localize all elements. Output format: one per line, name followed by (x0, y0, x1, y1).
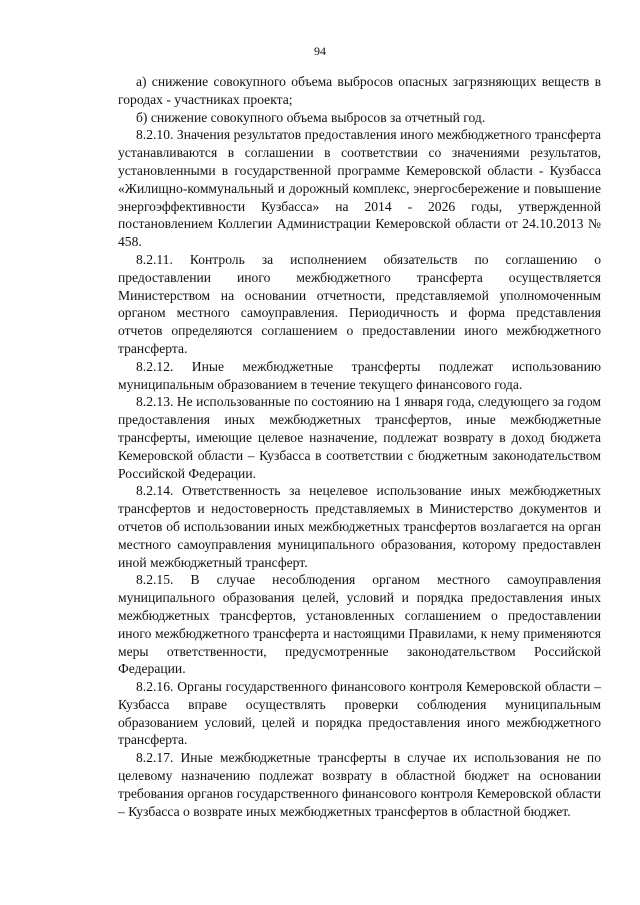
clause-8-2-13: 8.2.13. Не использованные по состоянию на 1 января года, следующего за годом предоставления иных межбюджетных трансфертов, иные межбюджетные трансферты, имеющие целевое назначение, подлежат возврату в доход бюджета Кемеровской области – Кузбасса в соответствии с бюджетным законодательством Российской Федерации. (118, 394, 601, 481)
paragraph-a: а) снижение совокупного объема выбросов опасных загрязняющих веществ в городах - участниках проекта; (118, 74, 601, 107)
clause-8-2-17: 8.2.17. Иные межбюджетные трансферты в случае их использования не по целевому назначению подлежат возврату в областной бюджет на основании требования органов государственного финансового контроля Кемеровской области – Кузбасса о возврате иных межбюджетных трансфертов в областной бюджет. (118, 750, 601, 819)
paragraph-b: б) снижение совокупного объема выбросов за отчетный год. (136, 109, 486, 125)
clause-8-2-15: 8.2.15. В случае несоблюдения органом местного самоуправления муниципального образования целей, условий и порядка предоставления иных межбюджетных трансфертов, установленных соглашением о предоставлении иного межбюджетного трансферта и настоящими Правилами, к нему применяются меры ответственности, предусмотренные законодательством Российской Федерации. (118, 572, 601, 677)
clause-8-2-11: 8.2.11. Контроль за исполнением обязательств по соглашению о предоставлении иного межбюджетного трансферта осуществляется Министерством на основании отчетности, представляемой уполномоченным органом местного самоуправления. Периодичность и форма представления отчетов определяются соглашением о предоставлении иного межбюджетного трансферта. (118, 251, 601, 356)
document-body (118, 73, 601, 820)
clause-8-2-10: 8.2.10. Значения результатов предоставления иного межбюджетного трансферта устанавливаются в соглашении в соответствии со значениями результатов, установленными в государственной программе Кемеровской области - Кузбасса «Жилищно-коммунальный и дорожный комплекс, энергосбережение и повышение энергоэффективности Кузбасса» на 2014 - 2026 годы, утвержденной постановлением Коллегии Администрации Кемеровской области от 24.10.2013 № 458. (118, 127, 601, 250)
clause-8-2-12: 8.2.12. Иные межбюджетные трансферты подлежат использованию муниципальным образованием в течение текущего финансового года. (118, 358, 601, 392)
clause-8-2-16: 8.2.16. Органы государственного финансового контроля Кемеровской области – Кузбасса вправе осуществлять проверки соблюдения муниципальным образованием условий, целей и порядка предоставления иного межбюджетного трансферта. (118, 679, 601, 748)
clause-8-2-14: 8.2.14. Ответственность за нецелевое использование иных межбюджетных трансфертов и недостоверность представляемых в Министерство документов и отчетов об использовании иных межбюджетных трансфертов возлагается на орган местного самоуправления муниципального образования, которому предоставлен иной межбюджетный трансферт. (118, 483, 601, 570)
page-number: 94 (314, 44, 326, 58)
